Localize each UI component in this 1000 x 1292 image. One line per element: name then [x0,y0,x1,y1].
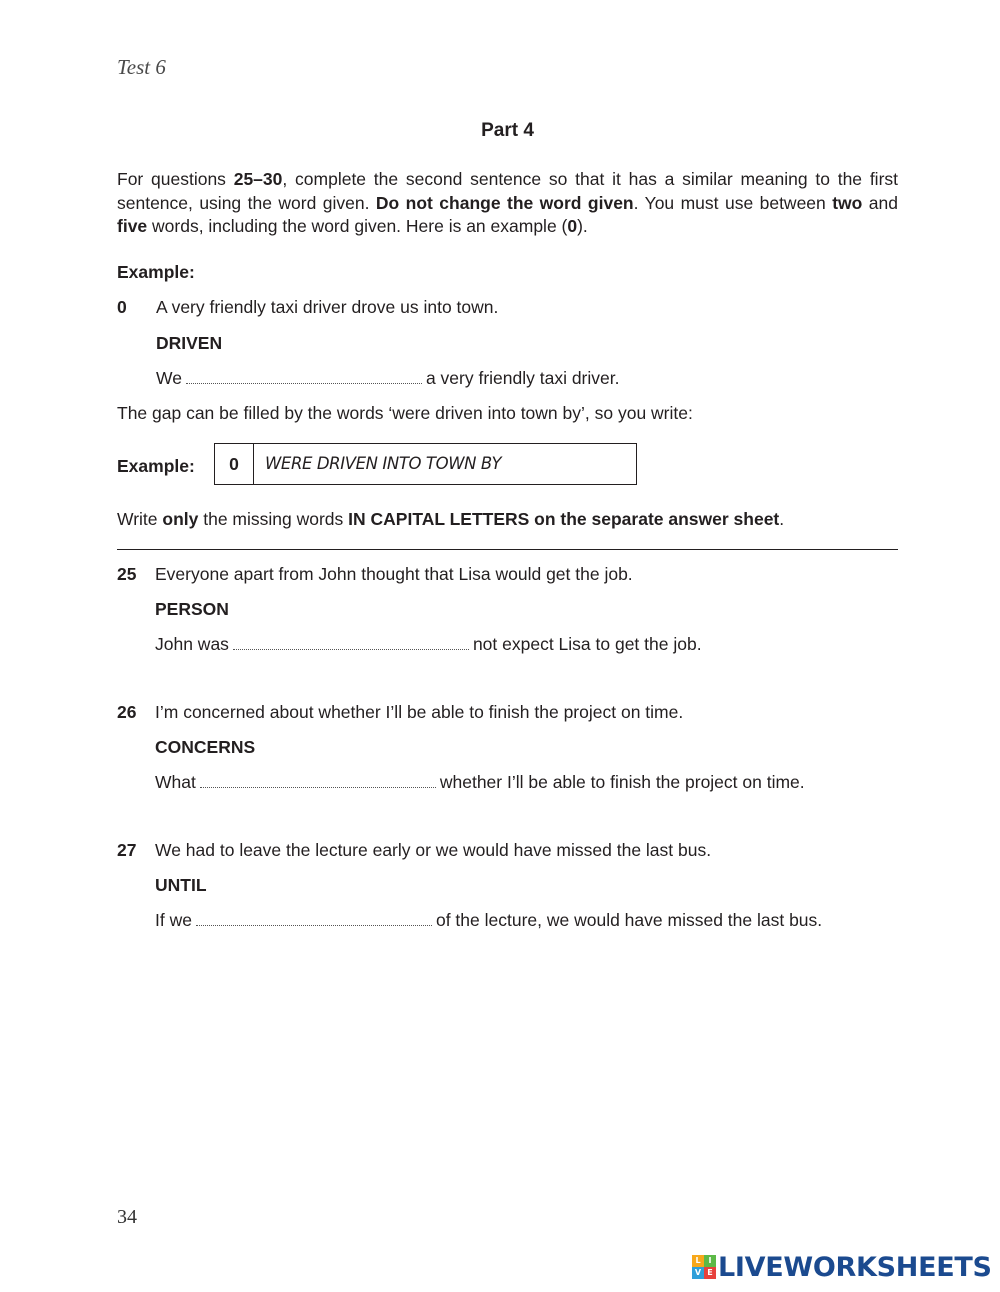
instr-bold-zero: 0 [567,216,578,236]
write-text: . [779,509,785,529]
write-text: the missing words [198,509,349,529]
example-keyword: DRIVEN [156,333,223,353]
example-number: 0 [117,297,127,317]
instr-text: ). [577,216,588,236]
question-27-start: If we [155,910,192,930]
write-text: Write [117,509,163,529]
question-25-answer-gap[interactable] [233,648,469,650]
divider-rule [117,549,898,550]
question-26-start: What [155,772,196,792]
question-27-number: 27 [117,840,137,860]
instr-bold-max: five [117,216,148,236]
running-head: Test 6 [117,55,166,79]
question-25-keyword: PERSON [155,599,229,619]
liveworksheets-wordmark: LIVEWORKSHEETS [718,1251,992,1283]
example-gapped-sentence [156,368,619,389]
example-answer-box [214,443,637,485]
instr-text: . You must use between [633,192,833,213]
question-27-end: of the lecture, we would have missed the last bus. [435,910,823,930]
question-26-end: whether I’ll be able to finish the project on time. [439,772,805,792]
question-26-sentence: I’m concerned about whether I’ll be able to finish the project on time. [155,702,684,722]
mark-letter-e: E [704,1267,716,1279]
question-26-number: 26 [117,702,137,722]
question-26-keyword: CONCERNS [155,737,256,757]
instructions-paragraph [117,168,898,239]
write-instruction [117,509,784,530]
mark-letter-i: I [704,1255,716,1267]
example-box-number: 0 [215,444,254,484]
write-bold-capitals: IN CAPITAL LETTERS on the separate answer sheet [348,509,780,529]
example-box-answer: WERE DRIVEN INTO TOWN BY [265,454,502,473]
page-number: 34 [117,1206,137,1228]
instr-text: words, including the word given. Here is an example ( [147,216,568,236]
instr-bold-range: 25–30 [233,169,283,189]
example-explanation: The gap can be filled by the words ‘were driven into town by’, so you write: [117,403,693,423]
instr-text: For questions [117,169,234,189]
instr-text: and [862,192,898,213]
example-heading: Example: [117,262,195,282]
part-title: Part 4 [481,120,534,141]
mark-letter-l: L [692,1255,704,1267]
question-27-keyword: UNTIL [155,875,207,895]
example-sentence: A very friendly taxi driver drove us into town. [156,297,499,317]
question-26-gapped-sentence [155,772,805,793]
example-gap [186,382,422,384]
question-25-end: not expect Lisa to get the job. [472,634,702,654]
example-start: We [156,368,182,388]
question-25-gapped-sentence [155,634,702,655]
example-end: a very friendly taxi driver. [425,368,620,388]
question-25-number: 25 [117,564,137,584]
question-25-start: John was [155,634,229,654]
question-27-answer-gap[interactable] [196,924,432,926]
instr-text: , complete the second sentence so that it has a similar meaning to the first sentence, using the word given. [117,169,899,213]
liveworksheets-logo[interactable] [692,1250,992,1284]
write-bold-only: only [162,509,199,529]
question-27-sentence: We had to leave the lecture early or we would have missed the last bus. [155,840,712,860]
question-26-answer-gap[interactable] [200,786,436,788]
liveworksheets-mark-icon [692,1255,716,1279]
mark-letter-v: V [692,1267,704,1279]
question-25-sentence: Everyone apart from John thought that Lisa would get the job. [155,564,633,584]
example-box-label: Example: [117,456,195,476]
instr-bold-rule: Do not change the word given [375,192,634,213]
instr-bold-min: two [832,192,863,213]
question-27-gapped-sentence [155,910,822,931]
